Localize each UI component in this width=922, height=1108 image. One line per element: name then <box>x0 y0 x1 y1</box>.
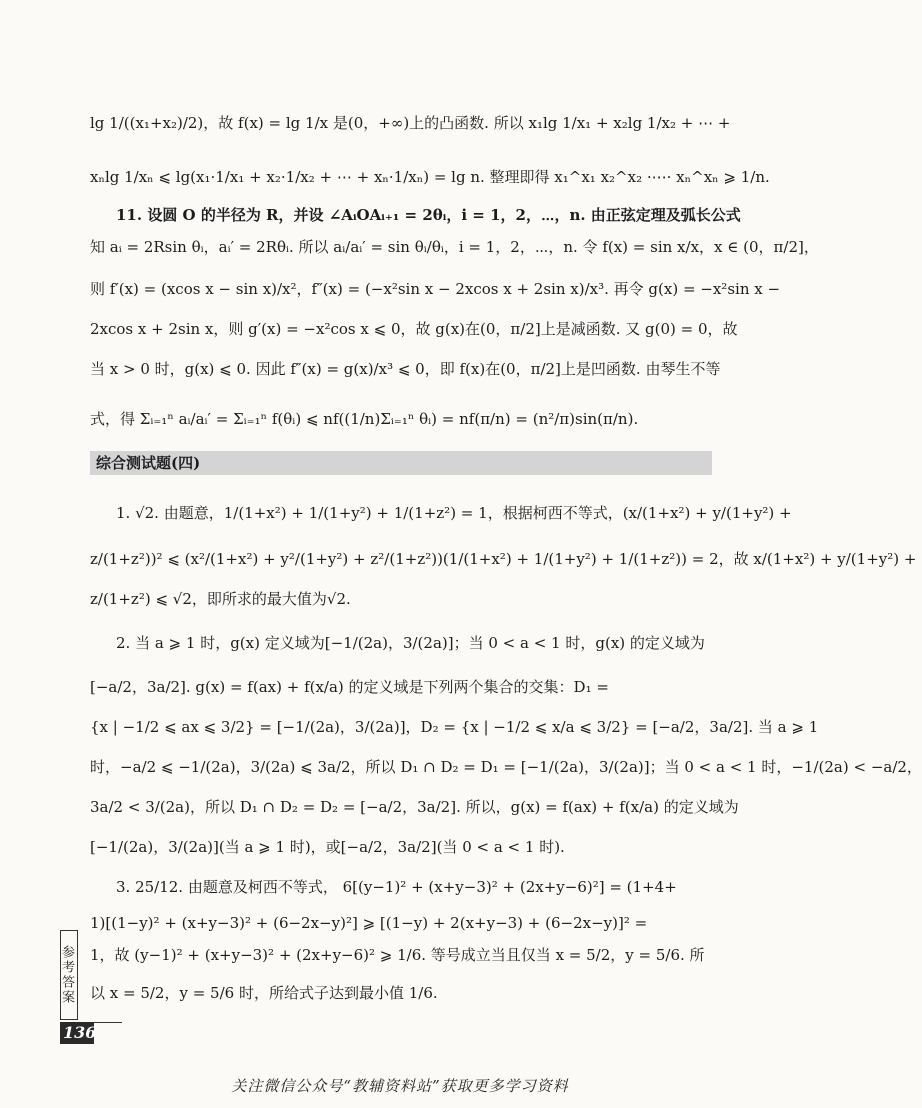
text-line: 2. 当 a ⩾ 1 时，g(x) 定义域为[−1/(2a)，3/(2a)]；当 0 < a < 1 时，g(x) 的定义域为 <box>116 634 705 652</box>
text-line: 知 aᵢ = 2Rsin θᵢ，aᵢ′ = 2Rθᵢ. 所以 aᵢ/aᵢ′ = sin θᵢ/θᵢ，i = 1，2，⋯，n. 令 f(x) = sin x/x，x ∈ (0，π/2]， <box>90 238 819 256</box>
text-line: lg 1/((x₁+x₂)/2)，故 f(x) = lg 1/x 是(0，+∞)上的凸函数. 所以 x₁lg 1/x₁ + x₂lg 1/x₂ + ⋯ + <box>90 114 731 132</box>
text-line: xₙlg 1/xₙ ⩽ lg(x₁·1/x₁ + x₂·1/x₂ + ⋯ + xₙ·1/xₙ) = lg n. 整理即得 x₁^x₁ x₂^x₂ ·⋯· xₙ^xₙ ⩾ 1/n. <box>90 168 770 186</box>
text-line: 1)[(1−y)² + (x+y−3)² + (6−2x−y)²] ⩾ [(1−y) + 2(x+y−3) + (6−2x−y)]² = <box>90 914 648 932</box>
text-line: 则 f′(x) = (xcos x − sin x)/x²，f″(x) = (−x²sin x − 2xcos x + 2sin x)/x³. 再令 g(x) = −x²sin x − <box>90 280 781 298</box>
text-line: 以 x = 5/2，y = 5/6 时，所给式子达到最小值 1/6. <box>90 984 438 1002</box>
text-line: 11. 设圆 O 的半径为 R，并设 ∠AᵢOAᵢ₊₁ = 2θᵢ，i = 1，2，⋯，n. 由正弦定理及弧长公式 <box>116 206 741 224</box>
text-line: 3a/2 < 3/(2a)，所以 D₁ ∩ D₂ = D₂ = [−a/2，3a/2]. 所以，g(x) = f(ax) + f(x/a) 的定义域为 <box>90 798 739 816</box>
text-line: 1. √2. 由题意，1/(1+x²) + 1/(1+y²) + 1/(1+z²) = 1，根据柯西不等式，(x/(1+x²) + y/(1+y²) + <box>116 504 792 522</box>
text-line: {x | −1/2 ⩽ ax ⩽ 3/2} = [−1/(2a)，3/(2a)]，D₂ = {x | −1/2 ⩽ x/a ⩽ 3/2} = [−a/2，3a/2]. 当 a ⩾ 1 <box>90 718 819 736</box>
text-line: 2xcos x + 2sin x，则 g′(x) = −x²cos x ⩽ 0，故 g(x)在(0，π/2]上是减函数. 又 g(0) = 0，故 <box>90 320 738 338</box>
text-line: 3. 25/12. 由题意及柯西不等式， 6[(y−1)² + (x+y−3)² + (2x+y−6)²] = (1+4+ <box>116 878 677 896</box>
text-line: z/(1+z²))² ⩽ (x²/(1+x²) + y²/(1+y²) + z²/(1+z²))(1/(1+x²) + 1/(1+y²) + 1/(1+z²)) = 2，故 x/(1+x²) + y/(1+y²) + <box>90 550 917 568</box>
page-number: 136 <box>63 1023 97 1042</box>
text-line: [−1/(2a)，3/(2a)](当 a ⩾ 1 时)，或[−a/2，3a/2](当 0 < a < 1 时). <box>90 838 565 856</box>
sidebar-label: 参考答案 <box>60 930 78 1020</box>
text-line: 式，得 Σᵢ₌₁ⁿ aᵢ/aᵢ′ = Σᵢ₌₁ⁿ f(θᵢ) ⩽ nf((1/n)Σᵢ₌₁ⁿ θᵢ) = nf(π/n) = (n²/π)sin(π/n). <box>90 410 639 428</box>
text-line: 1，故 (y−1)² + (x+y−3)² + (2x+y−6)² ⩾ 1/6. 等号成立当且仅当 x = 5/2，y = 5/6. 所 <box>90 946 705 964</box>
section-heading: 综合测试题(四) <box>90 451 712 475</box>
text-line: z/(1+z²) ⩽ √2，即所求的最大值为√2. <box>90 590 351 608</box>
text-line: [−a/2，3a/2]. g(x) = f(ax) + f(x/a) 的定义域是下列两个集合的交集：D₁ = <box>90 678 609 696</box>
text-line: 当 x > 0 时，g(x) ⩽ 0. 因此 f″(x) = g(x)/x³ ⩽ 0，即 f(x)在(0，π/2]上是凹函数. 由琴生不等 <box>90 360 721 378</box>
footer-note: 关注微信公众号“教辅资料站”获取更多学习资料 <box>231 1077 569 1095</box>
text-line: 时，−a/2 ⩽ −1/(2a)，3/(2a) ⩽ 3a/2，所以 D₁ ∩ D₂ = D₁ = [−1/(2a)，3/(2a)]；当 0 < a < 1 时，−1/(2a) < −a/2， <box>90 758 922 776</box>
